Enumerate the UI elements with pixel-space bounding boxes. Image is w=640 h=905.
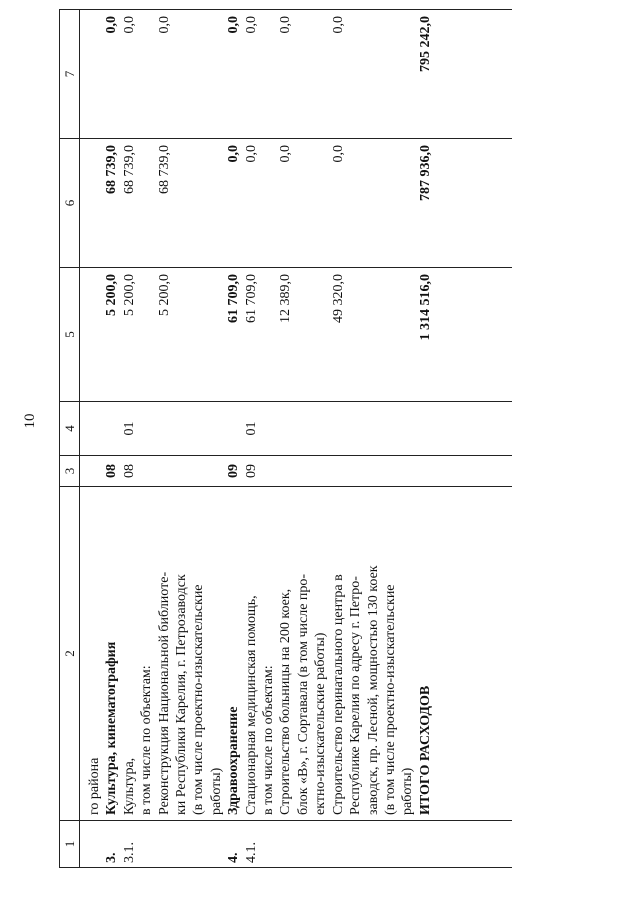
row-description-cell: [225, 487, 242, 821]
row-description-cell: [156, 487, 226, 821]
budget-table: [59, 9, 512, 868]
section-code-cell: [277, 456, 329, 487]
row-description-cell: [138, 487, 155, 821]
subsection-code-cell: [225, 402, 242, 456]
section-code-cell: [417, 456, 512, 487]
amount-cell: 787 936,0: [417, 139, 512, 268]
description-line: ки Республики Карелия, г. Петрозаводск: [174, 574, 190, 815]
row-number-cell: [156, 821, 226, 868]
amount-cell: 0,0: [121, 10, 138, 139]
table-row: [138, 10, 155, 868]
section-code-cell: [330, 456, 417, 487]
subsection-code-cell: [103, 402, 120, 456]
row-description-cell: [80, 487, 104, 821]
amount-cell: [80, 139, 104, 268]
amount-cell: 0,0: [277, 10, 329, 139]
section-code-cell: [156, 456, 226, 487]
row-number-cell: 4.: [225, 821, 242, 868]
amount-cell: 0,0: [330, 10, 417, 139]
section-code-cell: 09: [225, 456, 242, 487]
subsection-code-cell: [417, 402, 512, 456]
amount-cell: [80, 268, 104, 402]
subsection-code-cell: [277, 402, 329, 456]
description-line: (в том числе проектно-изыскательские: [191, 584, 207, 815]
amount-cell: 49 320,0: [330, 268, 417, 402]
amount-cell: 5 200,0: [156, 268, 226, 402]
section-code-cell: 09: [243, 456, 260, 487]
description-line: ектно-изыскательские работы): [313, 632, 329, 815]
description-line: Культура, кинематография: [104, 641, 120, 815]
description-line: го района: [87, 757, 102, 815]
row-number-cell: [417, 821, 512, 868]
row-number-cell: [277, 821, 329, 868]
amount-cell: 5 200,0: [103, 268, 120, 402]
table-row: [103, 10, 120, 868]
description-line: Республике Карелия по адресу г. Петро-: [348, 576, 364, 815]
row-number-cell: 3.1.: [121, 821, 138, 868]
amount-cell: [260, 139, 277, 268]
amount-cell: 0,0: [225, 139, 242, 268]
section-code-cell: 08: [121, 456, 138, 487]
amount-cell: 795 242,0: [417, 10, 512, 139]
row-description-cell: [277, 487, 329, 821]
amount-cell: 1 314 516,0: [417, 268, 512, 402]
table-body: [80, 10, 513, 868]
description-line: блок «В», г. Сортавала (в том числе про-: [295, 573, 311, 815]
table-row: [121, 10, 138, 868]
description-line: Культура,: [121, 757, 137, 815]
subsection-code-cell: 01: [243, 402, 260, 456]
table-row: [277, 10, 329, 868]
column-header: 2: [60, 487, 80, 821]
description-line: Строительство больницы на 200 коек,: [278, 588, 294, 815]
table-row: [243, 10, 260, 868]
row-description-cell: [121, 487, 138, 821]
row-number-cell: 3.: [103, 821, 120, 868]
amount-cell: [260, 10, 277, 139]
amount-cell: [138, 139, 155, 268]
subsection-code-cell: 01: [121, 402, 138, 456]
amount-cell: 68 739,0: [121, 139, 138, 268]
row-description-cell: [243, 487, 260, 821]
budget-table-wrapper: [59, 10, 451, 868]
table-row: [225, 10, 242, 868]
amount-cell: 12 389,0: [277, 268, 329, 402]
subsection-code-cell: [260, 402, 277, 456]
description-line: (в том числе проектно-изыскательские: [382, 584, 398, 815]
amount-cell: [138, 268, 155, 402]
amount-cell: 0,0: [330, 139, 417, 268]
subsection-code-cell: [330, 402, 417, 456]
description-line: Стационарная медицинская помощь,: [243, 595, 259, 815]
amount-cell: 61 709,0: [225, 268, 242, 402]
amount-cell: [80, 10, 104, 139]
table-row: [417, 10, 512, 868]
row-number-cell: [260, 821, 277, 868]
amount-cell: 68 739,0: [156, 139, 226, 268]
amount-cell: 0,0: [156, 10, 226, 139]
amount-cell: 0,0: [225, 10, 242, 139]
amount-cell: 68 739,0: [103, 139, 120, 268]
description-line: в том числе по объектам:: [261, 665, 277, 815]
row-description-cell: [417, 487, 512, 821]
row-number-cell: [80, 821, 104, 868]
table-row: [330, 10, 417, 868]
column-header: 4: [60, 402, 80, 456]
description-line: в том числе по объектам:: [139, 665, 155, 815]
description-line: Строительство перинатального центра в: [330, 574, 346, 815]
amount-cell: 0,0: [243, 139, 260, 268]
row-number-cell: [138, 821, 155, 868]
table-row: [156, 10, 226, 868]
column-header-row: [60, 10, 80, 868]
row-description-cell: [103, 487, 120, 821]
description-line: работы): [400, 767, 416, 815]
row-description-cell: [260, 487, 277, 821]
row-number-cell: 4.1.: [243, 821, 260, 868]
section-code-cell: [80, 456, 104, 487]
table-row: [80, 10, 104, 868]
column-header: 1: [60, 821, 80, 868]
amount-cell: 0,0: [243, 10, 260, 139]
row-number-cell: [330, 821, 417, 868]
description-line: ИТОГО РАСХОДОВ: [417, 685, 433, 815]
column-header: 5: [60, 268, 80, 402]
table-row: [260, 10, 277, 868]
amount-cell: 61 709,0: [243, 268, 260, 402]
subsection-code-cell: [156, 402, 226, 456]
description-line: Реконструкция Национальной библиоте-: [156, 571, 172, 815]
description-line: работы): [208, 767, 224, 815]
page-number: 10: [22, 413, 38, 429]
amount-cell: 0,0: [103, 10, 120, 139]
amount-cell: 5 200,0: [121, 268, 138, 402]
amount-cell: 0,0: [277, 139, 329, 268]
column-header: 7: [60, 10, 80, 139]
amount-cell: [138, 10, 155, 139]
column-header: 3: [60, 456, 80, 487]
column-header: 6: [60, 139, 80, 268]
section-code-cell: [138, 456, 155, 487]
amount-cell: [260, 268, 277, 402]
description-line: Здравоохранение: [226, 706, 242, 815]
section-code-cell: 08: [103, 456, 120, 487]
description-line: заводск, пр. Лесной, мощностью 130 коек: [365, 565, 381, 815]
row-description-cell: [330, 487, 417, 821]
subsection-code-cell: [138, 402, 155, 456]
subsection-code-cell: [80, 402, 104, 456]
section-code-cell: [260, 456, 277, 487]
